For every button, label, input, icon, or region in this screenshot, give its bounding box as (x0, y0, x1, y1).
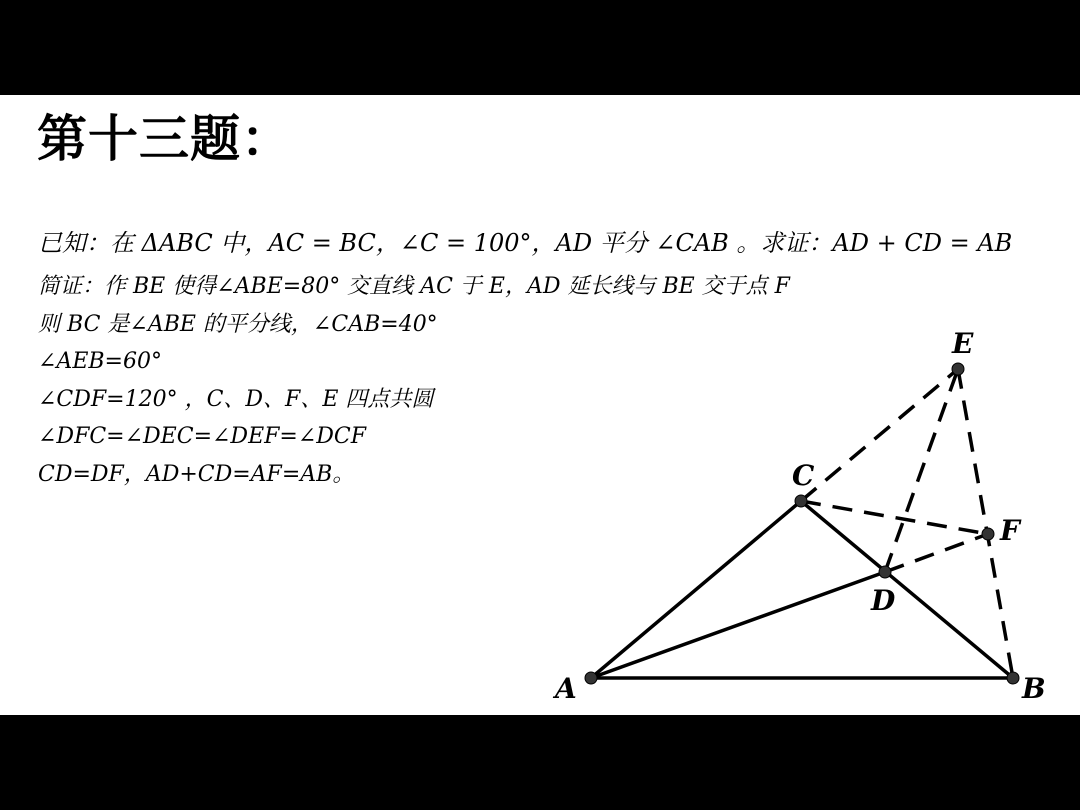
page-title: 第十三题： (37, 110, 292, 168)
proof-line: ∠DFC=∠DEC=∠DEF=∠DCF (38, 424, 367, 449)
proof-line: ∠CDF=120° ，C、D、F、E 四点共圆 (38, 386, 434, 412)
slide (0, 95, 1080, 715)
segment-CF (801, 501, 988, 534)
proof-line: CD=DF，AD+CD=AF=AB。 (38, 461, 355, 487)
point-C (795, 495, 807, 507)
segment-AC (591, 501, 801, 678)
proof-line: 则 BC 是∠ABE 的平分线，∠CAB=40° (38, 311, 438, 337)
point-F (982, 528, 994, 540)
point-E (952, 363, 964, 375)
label-C: C (792, 459, 815, 492)
geometry-figure (0, 95, 1080, 715)
point-A (585, 672, 597, 684)
proof-line: 简证：作 BE 使得∠ABE=80° 交直线 AC 于 E，AD 延长线与 BE 交于点 F (38, 274, 790, 299)
segment-DE (885, 369, 958, 572)
point-D (879, 566, 891, 578)
label-D: D (871, 584, 896, 617)
segment-DF (885, 534, 988, 572)
problem-statement: 已知：在 ΔABC 中，AC = BC，∠C = 100°，AD 平分 ∠CAB 。求证：AD + CD = AB (38, 229, 1013, 257)
proof-line: ∠AEB=60° (38, 349, 162, 374)
label-E: E (952, 327, 974, 360)
label-B: B (1022, 672, 1046, 705)
segment-AD (591, 572, 885, 678)
label-F: F (1000, 514, 1020, 547)
label-A: A (555, 672, 577, 705)
point-B (1007, 672, 1019, 684)
